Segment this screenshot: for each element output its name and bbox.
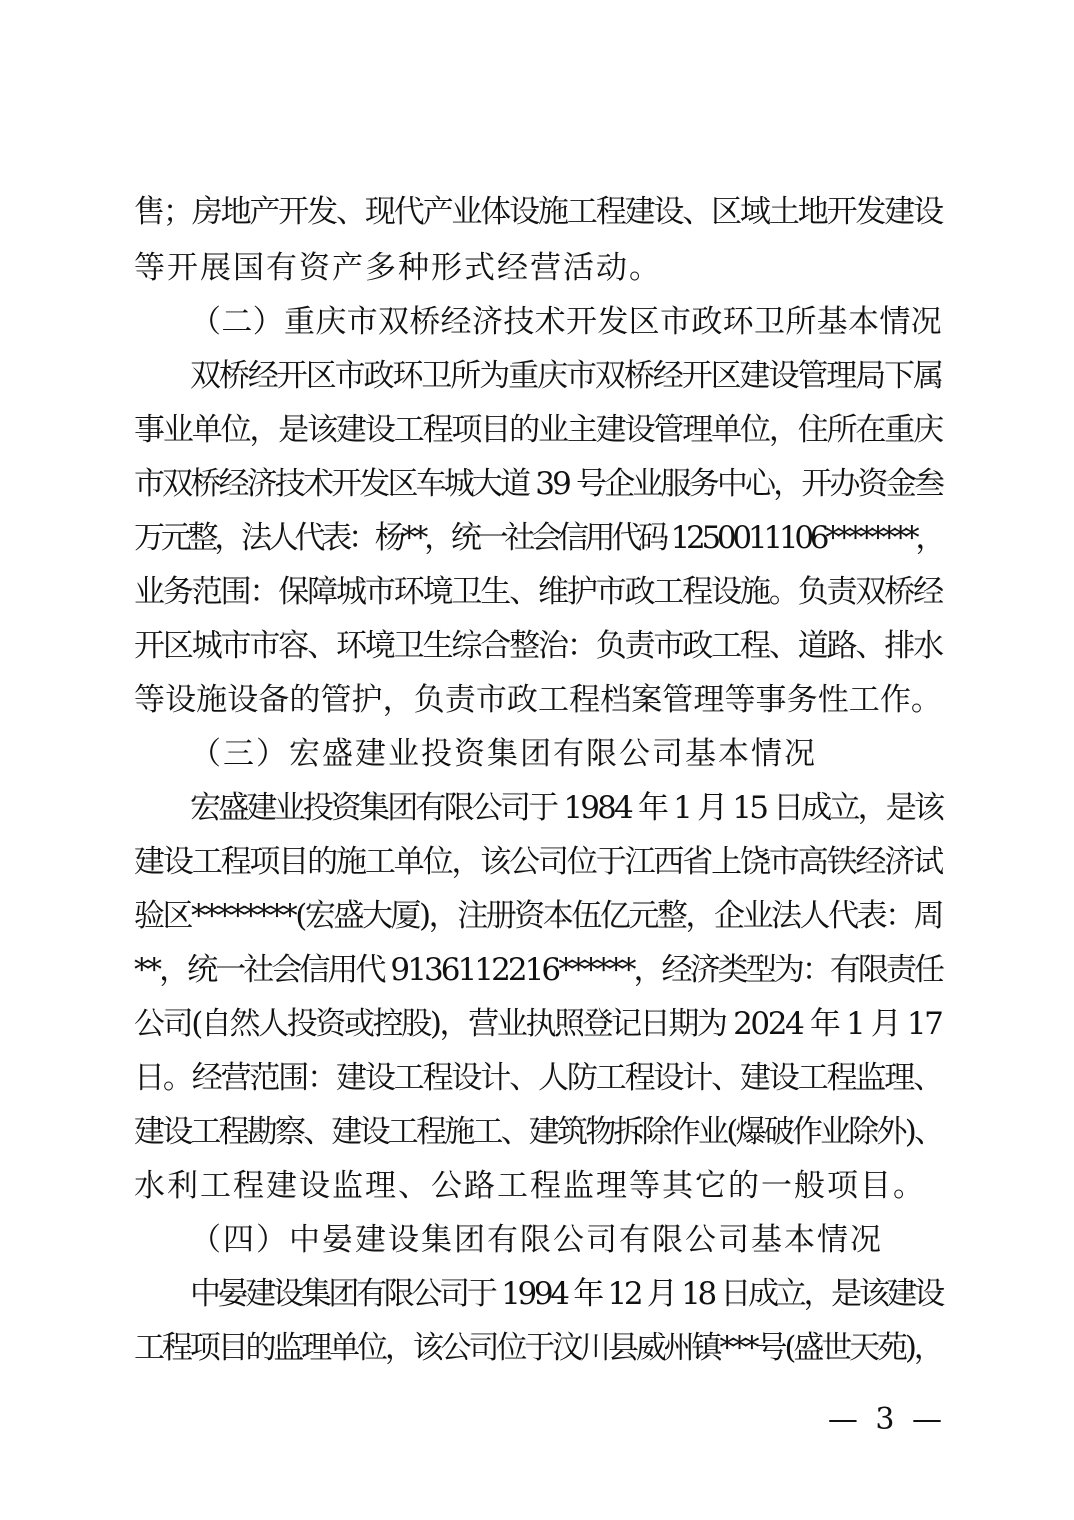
text-line: 工程项目的监理单位，该公司位于汶川县威州镇***号(盛世天苑)，	[134, 1330, 942, 1366]
text-line: 等设施设备的管护，负责市政工程档案管理等事务性工作。	[134, 682, 942, 718]
text-line: 建设工程勘察、建设工程施工、建筑物拆除作业(爆破作业除外)、	[134, 1114, 943, 1150]
text-line: 事业单位，是该建设工程项目的业主建设管理单位，住所在重庆	[134, 412, 942, 448]
section-heading: （四）中晏建设集团有限公司有限公司基本情况	[190, 1222, 883, 1258]
text-line: 日。经营范围：建设工程设计、人防工程设计、建设工程监理、	[134, 1060, 942, 1096]
text-line: 中晏建设集团有限公司于 1994 年 12 月 18 日成立，是该建设	[190, 1276, 942, 1312]
text-line: **，统一社会信用代 9136112216******，经济类型为：有限责任	[134, 952, 943, 988]
text-line: 万元整，法人代表：杨**，统一社会信用代码 1250011106********，	[134, 520, 943, 556]
section-heading: （二）重庆市双桥经济技术开发区市政环卫所基本情况	[190, 304, 942, 340]
text-line: 水利工程建设监理、公路工程监理等其它的一般项目。	[134, 1168, 926, 1204]
text-line: 宏盛建业投资集团有限公司于 1984 年 1 月 15 日成立，是该	[190, 790, 943, 826]
text-line: 开区城市市容、环境卫生综合整治：负责市政工程、道路、排水	[134, 628, 942, 664]
text-line: 验区********(宏盛大厦)，注册资本伍亿元整，企业法人代表：周	[134, 898, 943, 934]
text-line: 市双桥经济技术开发区车城大道 39 号企业服务中心，开办资金叁	[134, 466, 943, 502]
text-line: 等开展国有资产多种形式经营活动。	[134, 250, 662, 286]
text-line: 建设工程项目的施工单位，该公司位于江西省上饶市高铁经济试	[134, 844, 942, 880]
text-line: 业务范围：保障城市环境卫生、维护市政工程设施。负责双桥经	[134, 574, 942, 610]
page-number: — 3 —	[827, 1402, 946, 1437]
text-line: 双桥经开区市政环卫所为重庆市双桥经开区建设管理局下属	[190, 358, 942, 394]
text-line: 公司(自然人投资或控股)，营业执照登记日期为 2024 年 1 月 17	[134, 1006, 942, 1042]
section-heading: （三）宏盛建业投资集团有限公司基本情况	[190, 736, 817, 772]
text-line: 售；房地产开发、现代产业体设施工程建设、区域土地开发建设	[134, 194, 942, 230]
